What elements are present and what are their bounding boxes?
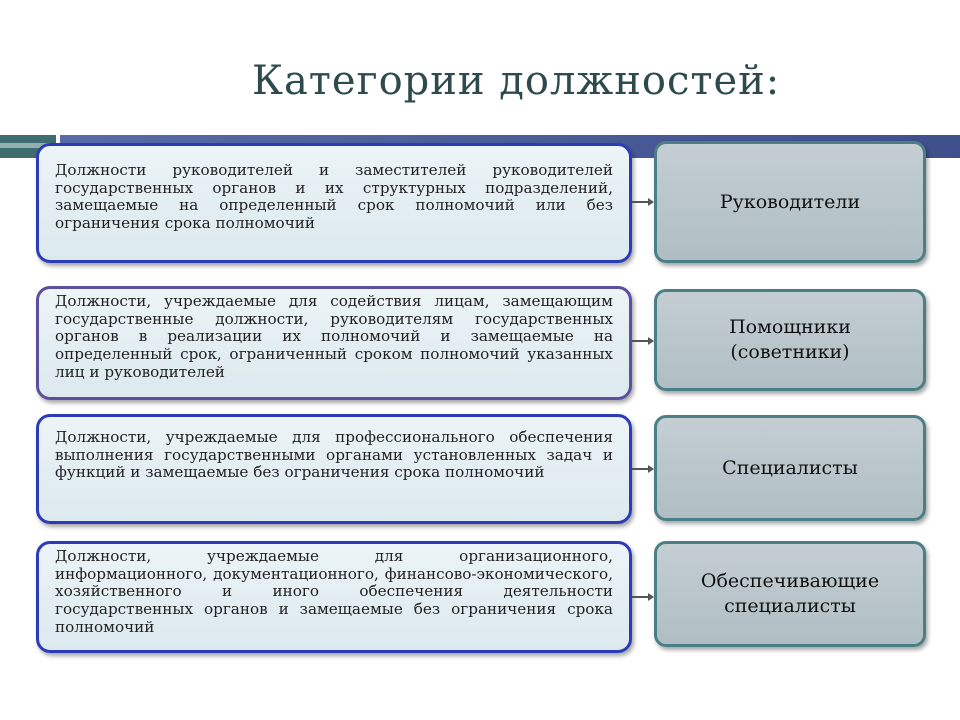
category-box-managers: [654, 141, 926, 263]
category-label: Специалисты: [722, 456, 858, 479]
description-box-managers: [36, 143, 632, 263]
description-text: Должности руководителей и заместителей руководителей государственных органов и их структурных подразделений, замещаемые на определенный срок полномочий или без ограничения срока полномочий: [55, 161, 613, 232]
category-box-specialists: [654, 415, 926, 521]
connector-arrow-icon: [632, 464, 654, 474]
description-box-specialists: [36, 414, 632, 524]
slide-title: Категории должностей:: [252, 58, 781, 104]
connector-arrow-icon: [632, 197, 654, 207]
category-box-assistants: [654, 289, 926, 391]
connector-arrow-icon: [632, 336, 654, 346]
connector-arrow-icon: [632, 592, 654, 602]
category-label: Помощники (советники): [729, 316, 851, 363]
category-label: Руководители: [719, 190, 861, 213]
description-box-support-specialists: [36, 541, 632, 653]
description-box-assistants: [36, 286, 632, 400]
description-text: Должности, учреждаемые для организационного, информационного, документационного, финансово-экономического, хозяйственного и иного обеспечения деятельности государственных органов и замещаемые без ограничения срока полномочий: [55, 547, 613, 636]
category-label: Обеспечивающие специалисты: [700, 570, 880, 617]
category-box-support-specialists: [654, 541, 926, 647]
description-text: Должности, учреждаемые для содействия лицам, замещающим государственные должности, руководителям государственных органов в реализации их полномочий и замещаемые на определенный срок, ограниченный сроком полномочий указанных лиц и руководителей: [55, 292, 613, 381]
description-text: Должности, учреждаемые для профессионального обеспечения выполнения государственными органами установленных задач и функций и замещаемые без ограничения срока полномочий: [55, 428, 613, 482]
